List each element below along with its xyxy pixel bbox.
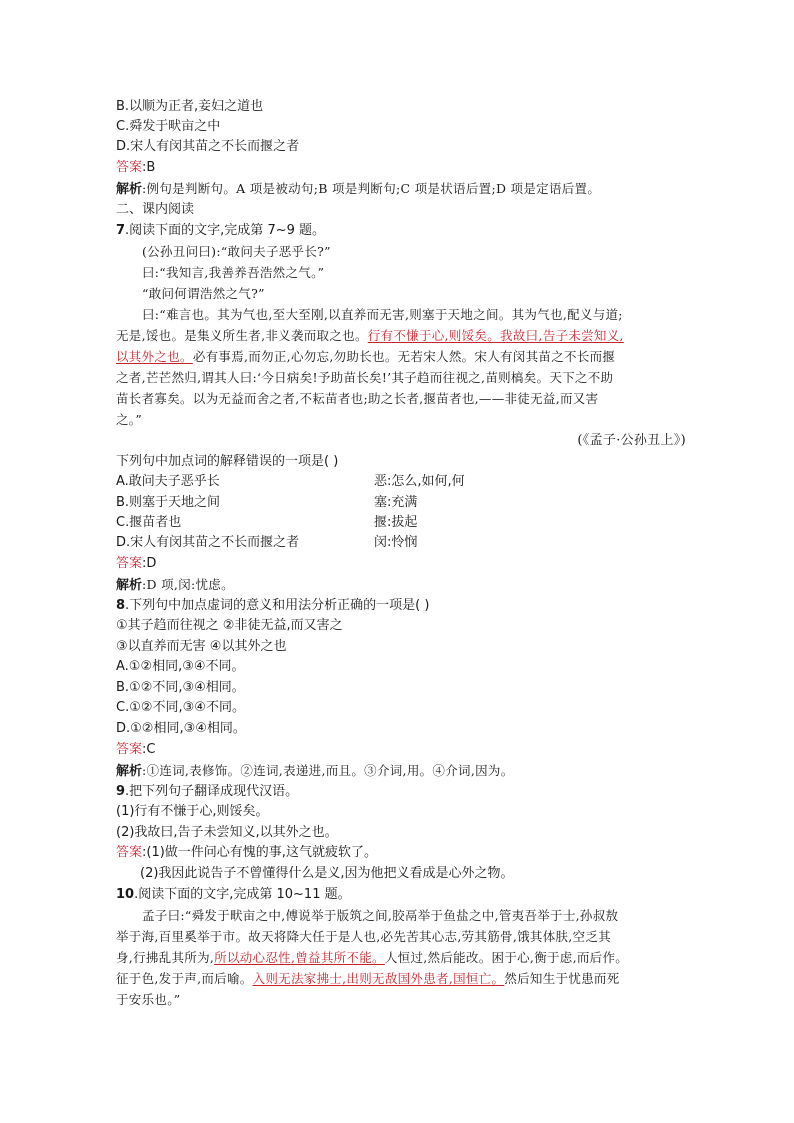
- question-text: .把下列句子翻译成现代汉语。: [125, 784, 299, 799]
- question-7: [116, 221, 325, 241]
- answer-value: :D: [142, 556, 157, 571]
- answer-label: 答案: [116, 742, 143, 757]
- marked-sentence: 行有不慊于心,则馁矣。我故曰,告子未尝知义,: [367, 328, 624, 343]
- passage-line: [116, 969, 620, 989]
- choice-text: A.敢问夫子恶乎长: [116, 474, 220, 489]
- marked-sentence: 以其外之也。: [116, 349, 193, 364]
- passage-line: “敢问何谓浩然之气?”: [142, 286, 265, 301]
- question-item-line: ①其子趋而往视之 ②非徒无益,而又害之: [116, 618, 343, 633]
- answer-value: :C: [142, 742, 156, 757]
- question-number: 10: [116, 887, 135, 902]
- question-10: [116, 885, 351, 905]
- source-citation: (《孟子·公孙丑上》): [577, 433, 686, 448]
- passage-line: [116, 948, 628, 968]
- explanation-label: 解析: [116, 182, 143, 197]
- answer-line: [116, 158, 155, 178]
- answer-label: 答案: [116, 160, 143, 175]
- question-number: 8: [116, 598, 126, 613]
- explanation-line: [116, 179, 600, 200]
- answer-line: [116, 740, 155, 760]
- passage-text: 然后知生于忧患而死: [504, 971, 620, 986]
- passage-line: 曰:“难言也。其为气也,至大至刚,以直养而无害,则塞于天地之间。其为气也,配义与道;: [142, 307, 623, 322]
- choice-gloss: 闵:怜悯: [374, 535, 418, 550]
- choice-row: C.①②不同,③④不同。: [116, 700, 245, 715]
- passage-line: 之者,芒芒然归,谓其人曰:‘今日病矣!予助苗长矣!’其子趋而往视之,苗则槁矣。天下之不助: [116, 370, 614, 385]
- question-item-line: ③以直养而无害 ④以其外之也: [116, 639, 287, 654]
- answer-value: :B: [142, 160, 156, 175]
- choice-row: B.①②不同,③④相同。: [116, 680, 245, 695]
- passage-line: [116, 326, 624, 346]
- answer-line: [116, 554, 156, 574]
- question-item-line: (2)我故曰,告子未尝知义,以其外之也。: [116, 825, 338, 840]
- marked-sentence: 所以动心忍性,曾益其所不能。: [214, 950, 385, 965]
- explanation-line: [116, 575, 234, 596]
- passage-text: 征于色,发于声,而后喻。: [116, 971, 253, 986]
- choice-gloss: 揠:拔起: [374, 515, 418, 530]
- answer-line: [116, 843, 377, 863]
- explanation-label: 解析: [116, 578, 143, 593]
- choice-text: C.揠苗者也: [116, 515, 182, 530]
- choice-row: D.①②相同,③④相同。: [116, 721, 246, 736]
- passage-line: (公孙丑问曰):“敢问夫子恶乎长?”: [142, 244, 331, 259]
- question-9: [116, 782, 298, 802]
- passage-line: 举于海,百里奚举于市。故天将降大任于是人也,必先苦其心志,劳其筋骨,饿其体肤,空乏其: [116, 929, 611, 944]
- question-stem: 下列句中加点词的解释错误的一项是( ): [116, 454, 339, 469]
- marked-sentence: 入则无法家拂士,出则无敌国外患者,国恒亡。: [252, 971, 505, 986]
- passage-text: 人恒过,然后能改。困于心,衡于虑,而后作。: [384, 950, 629, 965]
- choice-row: A.①②相同,③④不同。: [116, 659, 245, 674]
- choice-gloss: 塞:充满: [374, 495, 418, 510]
- passage-line: 孟子曰:“舜发于畎亩之中,傅说举于版筑之间,胶鬲举于鱼盐之中,管夷吾举于士,孙叔敖: [142, 908, 619, 923]
- option-b-line: B.以顺为正者,妾妇之道也: [116, 99, 264, 114]
- passage-line: [116, 347, 615, 367]
- choice-text: B.则塞于天地之间: [116, 495, 221, 510]
- option-d-line: D.宋人有闵其苗之不长而揠之者: [116, 139, 300, 154]
- question-number: 9: [116, 784, 126, 799]
- question-8: [116, 596, 429, 616]
- answer-continuation: (2)我因此说告子不曾懂得什么是义,因为他把义看成是心外之物。: [140, 866, 514, 881]
- explanation-line: [116, 761, 514, 782]
- passage-line: 之。”: [116, 412, 143, 427]
- passage-text: 无是,馁也。是集义所生者,非义袭而取之也。: [116, 328, 368, 343]
- passage-line: 苗长者寡矣。以为无益而舍之者,不耘苗者也;助之长者,揠苗者也,——非徒无益,而又害: [116, 391, 599, 406]
- passage-line: 于安乐也。”: [116, 992, 181, 1007]
- answer-label: 答案: [116, 556, 143, 571]
- explanation-text: :例句是判断句。A 项是被动句;B 项是判断句;C 项是状语后置;D 项是定语后置。: [142, 181, 601, 196]
- option-c-line: C.舜发于畎亩之中: [116, 119, 221, 134]
- passage-text: 必有事焉,而勿正,心勿忘,勿助长也。无若宋人然。宋人有闵其苗之不长而揠: [192, 349, 616, 364]
- passage-text: 身,行拂乱其所为,: [116, 950, 215, 965]
- choice-text: D.宋人有闵其苗之不长而揠之者: [116, 535, 300, 550]
- section-heading: 二、课内阅读: [116, 202, 195, 217]
- question-item-line: (1)行有不慊于心,则馁矣。: [116, 804, 269, 819]
- choice-gloss: 恶:怎么,如何,何: [374, 474, 465, 489]
- explanation-text: :①连词,表修饰。②连词,表递进,而且。③介词,用。④介词,因为。: [142, 763, 514, 778]
- question-text: .下列句中加点虚词的意义和用法分析正确的一项是( ): [125, 598, 430, 613]
- explanation-text: :D 项,闵:忧虑。: [142, 577, 234, 592]
- passage-line: 曰:“我知言,我善养吾浩然之气。”: [142, 265, 325, 280]
- answer-label: 答案: [116, 845, 143, 860]
- question-text: .阅读下面的文字,完成第 10~11 题。: [134, 887, 351, 902]
- answer-value: :(1)做一件问心有愧的事,这气就疲软了。: [142, 845, 377, 860]
- question-text: .阅读下面的文字,完成第 7~9 题。: [125, 223, 326, 238]
- question-number: 7: [116, 223, 126, 238]
- explanation-label: 解析: [116, 764, 143, 779]
